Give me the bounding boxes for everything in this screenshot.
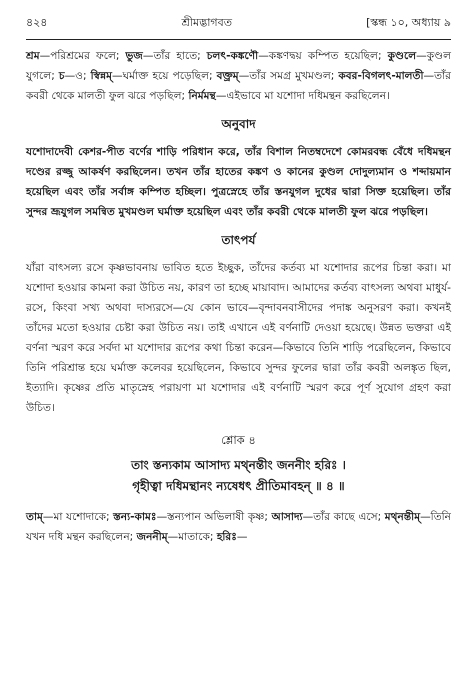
synonym-meaning: —তাঁর সমগ্র মুখমণ্ডল;: [238, 70, 339, 82]
synonym-term: কুণ্ডলে: [387, 50, 417, 62]
synonym-term: মথ্নন্তীম্: [384, 511, 421, 523]
synonym-meaning: —মা যশোদাকে;: [42, 511, 114, 523]
synonym-meaning: —ও;: [64, 70, 91, 82]
synonym-term: তাম্: [26, 511, 43, 523]
synonym-meaning: —স্তন্যপান অভিলাষী কৃষ্ণ;: [156, 511, 272, 523]
synonyms-bottom: [26, 507, 451, 547]
synonym-term: ভুজ: [125, 50, 143, 62]
synonym-meaning: —কুণ্ডল যুগলে;: [26, 50, 451, 82]
synonym-meaning: —মাতাকে;: [167, 531, 217, 543]
section-reference: [স্কন্ধ ১০, অধ্যায় ৯: [366, 16, 451, 29]
synonyms-top: [26, 46, 451, 106]
synonym-meaning: —তাঁর হাতে;: [142, 50, 207, 62]
synonym-term: কবর-বিগলৎ-মালতী: [338, 70, 424, 82]
page-number: ৪২৪: [26, 16, 48, 29]
synonym-term: নির্মমন্থ: [188, 90, 216, 102]
verse-line-2: গৃহীত্বা দধিমন্থানং ন্যষেধৎ প্রীতিমাবহন্ ॥ ৪ ॥: [132, 479, 345, 493]
synonym-term: স্বিন্নম্: [90, 70, 113, 82]
synonym-meaning: —তাঁর কবরী থেকে মালতী ফুল ঝরে পড়ছিল;: [26, 70, 451, 102]
synonym-term: হরিঃ: [216, 531, 237, 543]
purport-text: যাঁরা বাৎসল্য রসে কৃষ্ণভাবনায় ভাবিত হতে ইচ্ছুক, তাঁদের কর্তব্য মা যশোদার রূপের চিন্তা করা। মা যশোদা হওয়ার কামনা করা উচিত নয়, কারণ তা হচ্ছে মায়াবাদ। আমাদের কর্তব্য বাৎসল্য অথবা মাধুর্য-রসে, কিংবা সখ্য অথবা দাস্যরসে—যে কোন ভাবে—বৃন্দাবনবাসীদের পদাঙ্ক অনুসরণ করা। কখনই তাঁদের মতো হওয়ার চেষ্টা করা উচিত নয়। তাই এখানে এই বর্ণনাটি দেওয়া হয়েছে। উন্নত ভক্তরা এই বর্ণনা স্মরণ করে সর্বদা মা যশোদার রূপের কথা চিন্তা করেন—কিভাবে তিনি শাড়ি পরেছিলেন, কিভাবে তিনি পরিশ্রান্ত হয়ে ঘর্মাক্ত কলেবর হয়েছিলেন, কিভাবে সুন্দর ফুলের দ্বারা তাঁর কবরী অলঙ্কৃত ছিল, ইত্যাদি। কৃষ্ণের প্রতি মাতৃস্নেহ পরায়ণা মা যশোদার এই বর্ণনাটি স্মরণ করে পূর্ণ সুযোগ গ্রহণ করা উচিত।: [26, 262, 451, 414]
book-title: শ্রীমদ্ভাগবত: [181, 16, 232, 29]
synonym-term: স্তন্য-কামঃ: [113, 511, 157, 523]
synonym-meaning: —পরিশ্রমের ফলে;: [39, 50, 126, 62]
synonym-meaning: —কঙ্কণদ্বয় কম্পিত হয়েছিল;: [258, 50, 388, 62]
synonym-meaning: —: [236, 531, 248, 543]
synonym-term: শ্রম: [26, 50, 40, 62]
synonym-term: বক্ত্রম্: [216, 70, 239, 82]
translation-heading: অনুবাদ: [221, 117, 256, 131]
verse-line-1: তাং স্তন্যকাম আসাদ্য মথ্নন্তীং জননীং হরিঃ ।: [131, 458, 346, 472]
synonym-meaning: —ঘর্মাক্ত হয়ে পড়েছিল;: [112, 70, 217, 82]
synonym-term: চলৎ-কঙ্কণৌ: [206, 50, 259, 62]
synonym-meaning: —তাঁর কাছে এসে;: [302, 511, 385, 523]
synonym-term: জননীম্: [136, 531, 168, 543]
page-header: [26, 14, 451, 33]
synonym-meaning: —তিনি যখন দধি মন্থন করছিলেন;: [26, 511, 452, 543]
purport-heading: তাৎপর্য: [221, 233, 256, 247]
header-rule: [26, 39, 451, 40]
translation-text: যশোদাদেবী কেশর-পীত বর্ণের শাড়ি পরিধান করে, তাঁর বিশাল নিতম্বদেশে কোমরবন্ধ বেঁধে দধিমন্থন দণ্ডের রজ্জু আকর্ষণ করছিলেন। তখন তাঁর হাতের কঙ্কণ ও কানের কুণ্ডল দোদুল্যমান ও শব্দায়মান হয়েছিল এবং তাঁর সর্বাঙ্গ কম্পিত হচ্ছিল। পুত্রস্নেহে তাঁর স্তনযুগল দুধের দ্বারা সিক্ত হয়েছিল। তাঁর সুন্দর ভ্রূযুগল সমন্বিত মুখমণ্ডল ঘর্মাক্ত হয়েছিল এবং তাঁর কবরী থেকে মালতী ফুল ঝরে পড়ছিল।: [26, 146, 451, 218]
synonym-meaning: —এইভাবে মা যশোদা দধিমন্থন করছিলেন।: [215, 90, 390, 102]
synonym-term: আসাদ্য: [271, 511, 303, 523]
synonym-term: চ: [58, 70, 65, 82]
verse-title: শ্লোক ৪: [221, 433, 256, 447]
